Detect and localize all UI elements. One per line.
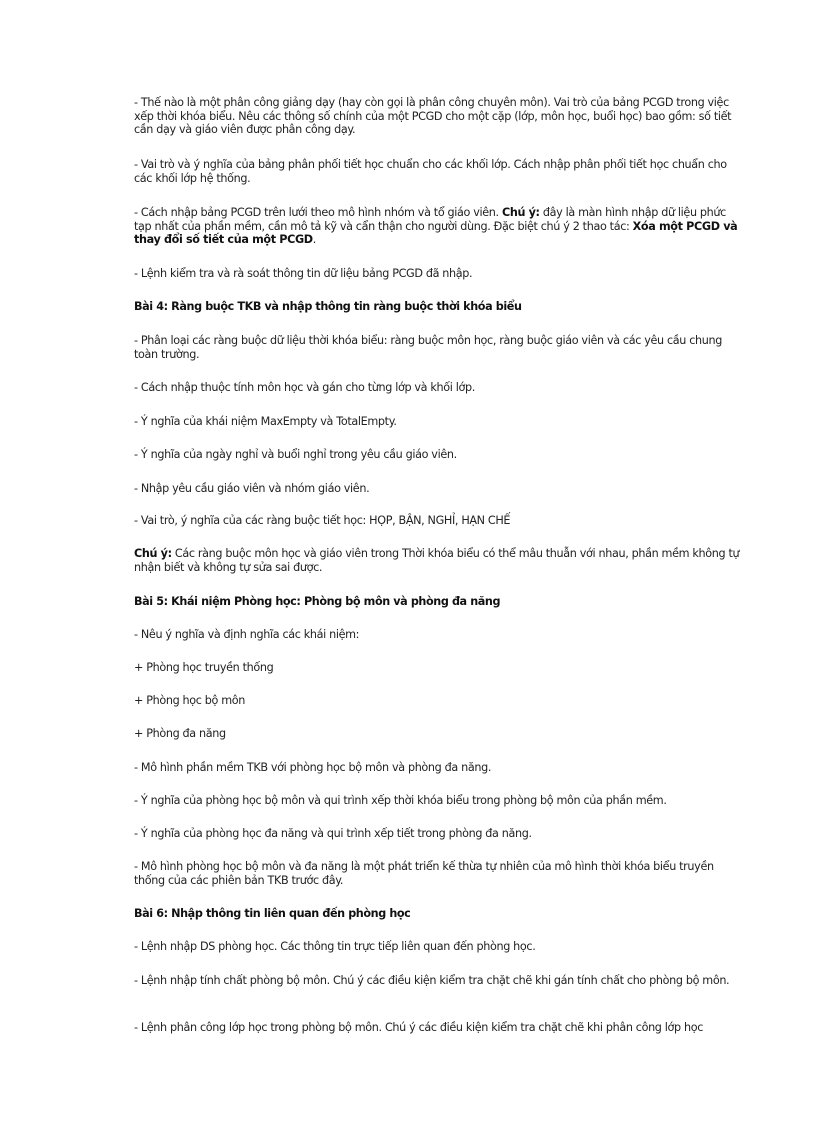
paragraph-pcgd-definition: - Thế nào là một phân công giảng dạy (hay còn gọi là phân công chuyên môn). Vai trò của bảng PCGD trong việc xếp thời khóa biểu. Nêu các thông số chính của một PCGD cho một cặp (lớp, môn học, buổi học) bao gồm: số tiết cần dạy và giáo viên được phân công dạy. [134,96,732,137]
note-label: Chú ý: [501,206,540,219]
section-heading-bai-4: Bài 4: Ràng buộc TKB và nhập thông tin ràng buộc thời khóa biểu [134,300,522,313]
list-item-phong-truyen-thong: + Phòng học truyền thống [134,661,274,674]
section-heading-bai-5: Bài 5: Khái niệm Phòng học: Phòng bộ môn và phòng đa năng [134,595,501,608]
paragraph-khai-niem: - Nêu ý nghĩa và định nghĩa các khái niệm: [134,628,360,641]
paragraph-text: . [312,233,316,247]
paragraph-phan-loai-rang-buoc: - Phân loại các ràng buộc dữ liệu thời khóa biểu: ràng buộc môn học, ràng buộc giáo viên và các yêu cầu chung toàn trường. [134,334,723,361]
section-heading-bai-6: Bài 6: Nhập thông tin liên quan đến phòng học [134,907,411,920]
paragraph-y-nghia-da-nang: - Ý nghĩa của phòng học đa năng và qui trình xếp tiết trong phòng đa năng. [134,827,532,840]
list-item-phong-da-nang: + Phòng đa năng [134,727,226,740]
paragraph-phan-cong-lop: - Lệnh phân công lớp học trong phòng bộ môn. Chú ý các điều kiện kiểm tra chặt chẽ khi phân công lớp học [134,1021,704,1034]
paragraph-chu-y-mau-thuan [134,547,740,574]
note-label: Chú ý: [134,547,172,560]
paragraph-nhap-ds-phong: - Lệnh nhập DS phòng học. Các thông tin trực tiếp liên quan đến phòng học. [134,940,536,953]
paragraph-rang-buoc-tiet-hoc: - Vai trò, ý nghĩa của các ràng buộc tiết học: HỌP, BẬN, NGHỈ, HẠN CHẾ [134,514,511,527]
paragraph-nhap-pcgd [134,206,740,247]
paragraph-thuoc-tinh-mon-hoc: - Cách nhập thuộc tính môn học và gán cho từng lớp và khối lớp. [134,381,475,394]
paragraph-yeu-cau-giao-vien: - Nhập yêu cầu giáo viên và nhóm giáo viên. [134,482,370,495]
paragraph-kiem-tra-pcgd: - Lệnh kiểm tra và rà soát thông tin dữ liệu bảng PCGD đã nhập. [134,267,473,280]
paragraph-text: Các ràng buộc môn học và giáo viên trong Thời khóa biểu có thể mâu thuẫn với nhau, phần mềm không tự nhận biết và không tự sửa sai được. [134,547,740,574]
paragraph-text: đây là màn hình nhập dữ liệu phức tạp nhất của phần mềm, cần mô tả kỹ và cẩn thận cho người dùng. Đặc biệt chú ý 2 thao tác: [134,206,726,233]
paragraph-y-nghia-bo-mon: - Ý nghĩa của phòng học bộ môn và qui trình xếp thời khóa biểu trong phòng bộ môn của phần mềm. [134,794,667,807]
paragraph-tinh-chat-phong: - Lệnh nhập tính chất phòng bộ môn. Chú ý các điều kiện kiểm tra chặt chẽ khi gán tính chất cho phòng bộ môn. [134,974,730,987]
paragraph-ke-thua: - Mô hình phòng học bộ môn và đa năng là một phát triển kế thừa tự nhiên của mô hình thời khóa biểu truyền thống của các phiên bản TKB trước đây. [134,860,714,887]
emphasis-text: Xóa một PCGD và thay đổi số tiết của một PCGD [134,219,738,247]
paragraph-ngay-nghi: - Ý nghĩa của ngày nghỉ và buổi nghỉ trong yêu cầu giáo viên. [134,448,457,461]
paragraph-mo-hinh-tkb: - Mô hình phần mềm TKB với phòng học bộ môn và phòng đa năng. [134,761,492,774]
paragraph-maxempty: - Ý nghĩa của khái niệm MaxEmpty và TotalEmpty. [134,415,397,428]
paragraph-text: - Cách nhập bảng PCGD trên lưới theo mô hình nhóm và tổ giáo viên. [134,206,502,219]
list-item-phong-bo-mon: + Phòng học bộ môn [134,694,246,707]
paragraph-ppct-chuan: - Vai trò và ý nghĩa của bảng phân phối tiết học chuẩn cho các khối lớp. Cách nhập phân phối tiết học chuẩn cho các khối lớp hệ thống. [134,158,727,185]
